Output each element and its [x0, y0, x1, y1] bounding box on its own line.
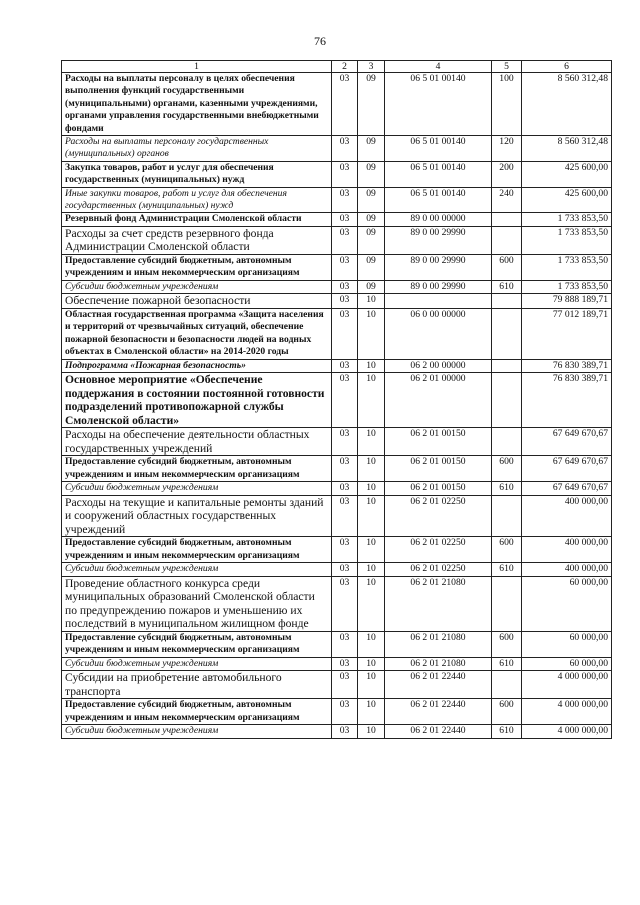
subsection-code-cell: 10	[358, 428, 385, 456]
table-row	[62, 255, 612, 281]
header-col-4: 4	[385, 61, 492, 73]
row-name-cell: Расходы на текущие и капитальные ремонты зданий и сооружений областных государственных учреждений	[62, 495, 332, 537]
section-code-cell: 03	[332, 495, 358, 537]
table-row	[62, 537, 612, 563]
subsection-code-cell: 10	[358, 359, 385, 372]
subsection-code-cell: 10	[358, 495, 385, 537]
target-article-cell: 06 5 01 00140	[385, 136, 492, 162]
row-name-cell: Субсидии бюджетным учреждениям	[62, 482, 332, 495]
row-name-cell: Предоставление субсидий бюджетным, автономным учреждениям и иным некоммерческим организациям	[62, 456, 332, 482]
expense-type-cell: 100	[492, 73, 522, 136]
expense-type-cell: 610	[492, 725, 522, 738]
subsection-code-cell: 09	[358, 73, 385, 136]
target-article-cell: 89 0 00 29990	[385, 255, 492, 281]
expense-type-cell: 600	[492, 537, 522, 563]
expense-type-cell: 120	[492, 136, 522, 162]
target-article-cell: 89 0 00 00000	[385, 213, 492, 226]
section-code-cell: 03	[332, 576, 358, 631]
row-name-cell: Областная государственная программа «Защита населения и территорий от чрезвычайных ситуаций, обеспечение пожарной безопасности и безопасности людей на водных объектах в Смоленской области» на 2014-2020 годы	[62, 308, 332, 359]
expense-type-cell: 610	[492, 657, 522, 670]
section-code-cell: 03	[332, 428, 358, 456]
target-article-cell: 06 2 01 21080	[385, 632, 492, 658]
table-row	[62, 161, 612, 187]
subsection-code-cell: 10	[358, 632, 385, 658]
table-row	[62, 226, 612, 254]
subsection-code-cell: 10	[358, 563, 385, 576]
table-row	[62, 280, 612, 293]
amount-cell: 77 012 189,71	[522, 308, 612, 359]
row-name-cell: Резервный фонд Администрации Смоленской области	[62, 213, 332, 226]
expense-type-cell: 600	[492, 255, 522, 281]
amount-cell: 1 733 853,50	[522, 213, 612, 226]
section-code-cell: 03	[332, 73, 358, 136]
amount-cell: 425 600,00	[522, 161, 612, 187]
target-article-cell: 06 5 01 00140	[385, 73, 492, 136]
header-col-6: 6	[522, 61, 612, 73]
table-row	[62, 359, 612, 372]
subsection-code-cell: 10	[358, 294, 385, 309]
expense-type-cell: 600	[492, 632, 522, 658]
subsection-code-cell: 10	[358, 657, 385, 670]
table-row	[62, 372, 612, 427]
table-header-row	[62, 61, 612, 73]
target-article-cell: 06 2 01 22440	[385, 671, 492, 699]
table-row	[62, 482, 612, 495]
section-code-cell: 03	[332, 456, 358, 482]
target-article-cell: 06 2 01 21080	[385, 576, 492, 631]
table-row	[62, 294, 612, 309]
row-name-cell: Обеспечение пожарной безопасности	[62, 294, 332, 309]
amount-cell: 60 000,00	[522, 632, 612, 658]
expense-type-cell: 600	[492, 699, 522, 725]
amount-cell: 400 000,00	[522, 537, 612, 563]
amount-cell: 60 000,00	[522, 657, 612, 670]
table-row	[62, 563, 612, 576]
row-name-cell: Иные закупки товаров, работ и услуг для обеспечения государственных (муниципальных) нужд	[62, 187, 332, 213]
amount-cell: 1 733 853,50	[522, 280, 612, 293]
section-code-cell: 03	[332, 632, 358, 658]
section-code-cell: 03	[332, 255, 358, 281]
target-article-cell: 89 0 00 29990	[385, 280, 492, 293]
amount-cell: 400 000,00	[522, 563, 612, 576]
subsection-code-cell: 10	[358, 537, 385, 563]
amount-cell: 1 733 853,50	[522, 255, 612, 281]
table-row	[62, 73, 612, 136]
subsection-code-cell: 10	[358, 671, 385, 699]
target-article-cell: 06 2 01 22440	[385, 699, 492, 725]
section-code-cell: 03	[332, 699, 358, 725]
subsection-code-cell: 09	[358, 187, 385, 213]
subsection-code-cell: 10	[358, 372, 385, 427]
row-name-cell: Субсидии бюджетным учреждениям	[62, 563, 332, 576]
row-name-cell: Субсидии бюджетным учреждениям	[62, 725, 332, 738]
section-code-cell: 03	[332, 213, 358, 226]
section-code-cell: 03	[332, 725, 358, 738]
target-article-cell: 06 2 01 22440	[385, 725, 492, 738]
expense-type-cell: 610	[492, 280, 522, 293]
page-number: 76	[314, 34, 326, 48]
table-row	[62, 428, 612, 456]
target-article-cell: 89 0 00 29990	[385, 226, 492, 254]
row-name-cell: Подпрограмма «Пожарная безопасность»	[62, 359, 332, 372]
amount-cell: 79 888 189,71	[522, 294, 612, 309]
section-code-cell: 03	[332, 136, 358, 162]
expense-type-cell	[492, 671, 522, 699]
section-code-cell: 03	[332, 657, 358, 670]
expense-type-cell: 610	[492, 482, 522, 495]
section-code-cell: 03	[332, 537, 358, 563]
target-article-cell: 06 2 01 00150	[385, 456, 492, 482]
section-code-cell: 03	[332, 161, 358, 187]
amount-cell: 425 600,00	[522, 187, 612, 213]
section-code-cell: 03	[332, 671, 358, 699]
subsection-code-cell: 10	[358, 576, 385, 631]
section-code-cell: 03	[332, 563, 358, 576]
table-row	[62, 725, 612, 738]
section-code-cell: 03	[332, 280, 358, 293]
table-row	[62, 576, 612, 631]
amount-cell: 67 649 670,67	[522, 482, 612, 495]
subsection-code-cell: 10	[358, 699, 385, 725]
header-col-2: 2	[332, 61, 358, 73]
row-name-cell: Предоставление субсидий бюджетным, автономным учреждениям и иным некоммерческим организациям	[62, 632, 332, 658]
expense-type-cell	[492, 495, 522, 537]
target-article-cell: 06 0 00 00000	[385, 308, 492, 359]
row-name-cell: Предоставление субсидий бюджетным, автономным учреждениям и иным некоммерческим организациям	[62, 255, 332, 281]
section-code-cell: 03	[332, 482, 358, 495]
subsection-code-cell: 10	[358, 308, 385, 359]
table-row	[62, 671, 612, 699]
target-article-cell: 06 2 00 00000	[385, 359, 492, 372]
amount-cell: 76 830 389,71	[522, 372, 612, 427]
expense-type-cell	[492, 308, 522, 359]
budget-table	[61, 60, 612, 739]
header-col-5: 5	[492, 61, 522, 73]
target-article-cell: 06 2 01 21080	[385, 657, 492, 670]
row-name-cell: Расходы на выплаты персоналу в целях обеспечения выполнения функций государственными (муниципальными) органами, казенными учреждениями, органами управления государственными внебюджетными фондами	[62, 73, 332, 136]
expense-type-cell: 610	[492, 563, 522, 576]
section-code-cell: 03	[332, 226, 358, 254]
table-row	[62, 456, 612, 482]
expense-type-cell	[492, 226, 522, 254]
expense-type-cell	[492, 213, 522, 226]
table-row	[62, 657, 612, 670]
amount-cell: 67 649 670,67	[522, 456, 612, 482]
amount-cell: 4 000 000,00	[522, 699, 612, 725]
subsection-code-cell: 10	[358, 725, 385, 738]
subsection-code-cell: 10	[358, 482, 385, 495]
row-name-cell: Субсидии бюджетным учреждениям	[62, 280, 332, 293]
subsection-code-cell: 09	[358, 136, 385, 162]
amount-cell: 67 649 670,67	[522, 428, 612, 456]
expense-type-cell	[492, 428, 522, 456]
expense-type-cell	[492, 359, 522, 372]
expense-type-cell: 240	[492, 187, 522, 213]
row-name-cell: Расходы за счет средств резервного фонда Администрации Смоленской области	[62, 226, 332, 254]
expense-type-cell	[492, 294, 522, 309]
row-name-cell: Основное мероприятие «Обеспечение поддержания в состоянии постоянной готовности подразделений противопожарной службы Смоленской области»	[62, 372, 332, 427]
row-name-cell: Расходы на обеспечение деятельности областных государственных учреждений	[62, 428, 332, 456]
amount-cell: 76 830 389,71	[522, 359, 612, 372]
section-code-cell: 03	[332, 308, 358, 359]
row-name-cell: Предоставление субсидий бюджетным, автономным учреждениям и иным некоммерческим организациям	[62, 537, 332, 563]
header-col-3: 3	[358, 61, 385, 73]
amount-cell: 8 560 312,48	[522, 136, 612, 162]
expense-type-cell	[492, 372, 522, 427]
table-row	[62, 213, 612, 226]
subsection-code-cell: 09	[358, 213, 385, 226]
table-row	[62, 699, 612, 725]
amount-cell: 400 000,00	[522, 495, 612, 537]
table-row	[62, 136, 612, 162]
section-code-cell: 03	[332, 294, 358, 309]
row-name-cell: Проведение областного конкурса среди муниципальных образований Смоленской области по предупреждению пожаров и уменьшению их последствий в муниципальном жилищном фонде	[62, 576, 332, 631]
amount-cell: 60 000,00	[522, 576, 612, 631]
amount-cell: 4 000 000,00	[522, 671, 612, 699]
row-name-cell: Расходы на выплаты персоналу государственных (муниципальных) органов	[62, 136, 332, 162]
header-col-1: 1	[62, 61, 332, 73]
section-code-cell: 03	[332, 187, 358, 213]
target-article-cell: 06 2 01 02250	[385, 537, 492, 563]
table-row	[62, 308, 612, 359]
target-article-cell: 06 5 01 00140	[385, 187, 492, 213]
table-row	[62, 632, 612, 658]
subsection-code-cell: 09	[358, 226, 385, 254]
target-article-cell: 06 2 01 00150	[385, 482, 492, 495]
target-article-cell: 06 2 01 02250	[385, 495, 492, 537]
expense-type-cell	[492, 576, 522, 631]
amount-cell: 8 560 312,48	[522, 73, 612, 136]
expense-type-cell: 600	[492, 456, 522, 482]
subsection-code-cell: 09	[358, 161, 385, 187]
target-article-cell	[385, 294, 492, 309]
row-name-cell: Закупка товаров, работ и услуг для обеспечения государственных (муниципальных) нужд	[62, 161, 332, 187]
amount-cell: 4 000 000,00	[522, 725, 612, 738]
target-article-cell: 06 2 01 00000	[385, 372, 492, 427]
subsection-code-cell: 09	[358, 255, 385, 281]
table-row	[62, 495, 612, 537]
expense-type-cell: 200	[492, 161, 522, 187]
table-row	[62, 187, 612, 213]
target-article-cell: 06 5 01 00140	[385, 161, 492, 187]
target-article-cell: 06 2 01 02250	[385, 563, 492, 576]
row-name-cell: Предоставление субсидий бюджетным, автономным учреждениям и иным некоммерческим организациям	[62, 699, 332, 725]
section-code-cell: 03	[332, 372, 358, 427]
row-name-cell: Субсидии бюджетным учреждениям	[62, 657, 332, 670]
subsection-code-cell: 09	[358, 280, 385, 293]
subsection-code-cell: 10	[358, 456, 385, 482]
section-code-cell: 03	[332, 359, 358, 372]
target-article-cell: 06 2 01 00150	[385, 428, 492, 456]
amount-cell: 1 733 853,50	[522, 226, 612, 254]
row-name-cell: Субсидии на приобретение автомобильного транспорта	[62, 671, 332, 699]
